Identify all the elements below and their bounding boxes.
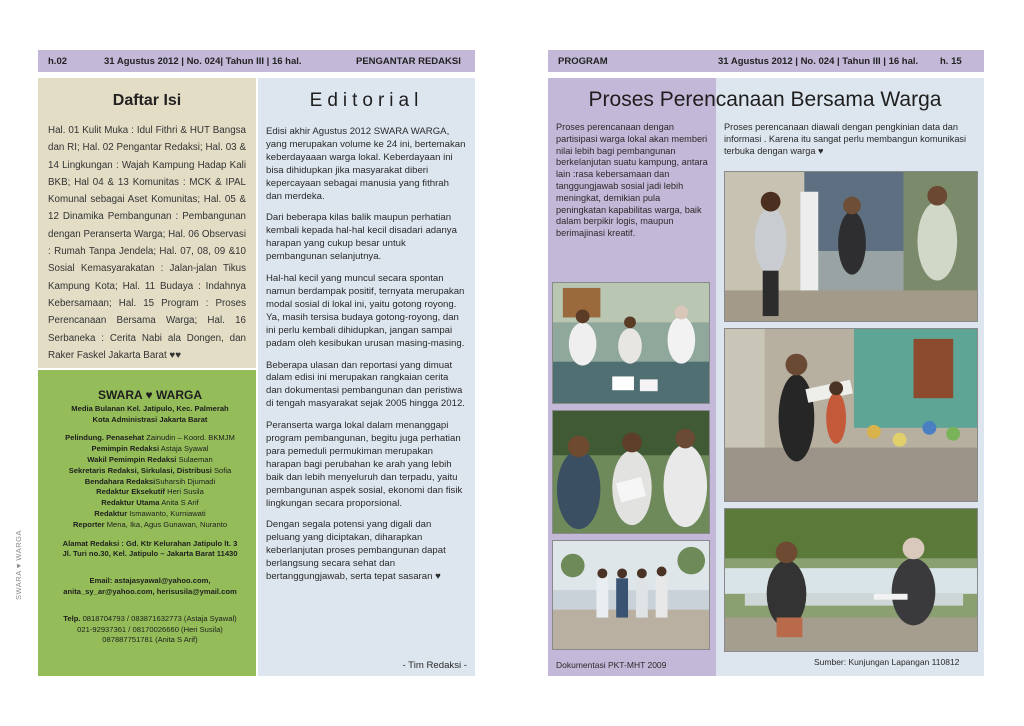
- editorial-signature: - Tim Redaksi -: [402, 660, 467, 671]
- photo-bench-discussion: [724, 508, 978, 652]
- staff-entry: Pemimpin Redaksi Astaja Syawal: [91, 444, 209, 454]
- right-section-label: PROGRAM: [558, 55, 608, 67]
- phone-line: Telp. 0818704793 / 083871632773 (Astaja Syawal): [63, 613, 237, 623]
- staff-entry: Redaktur Eksekutif Heri Susila: [96, 487, 204, 497]
- program-intro-text: Proses perencanaan dengan partisipasi warga lokal akan memberi nilai lebih bagi pembangunan berkelanjutan suatu kampung, antara lain :rasa kebersamaan dan tanggungjawab sosial jadi lebih meningkat, demikian pula peningkatan kapabilitas warga, baik dalam berpikir logis, maupun berimajinasi kreatif.: [556, 122, 708, 239]
- photo-reading-documents: [552, 410, 710, 534]
- left-page-number: h.02: [48, 55, 68, 67]
- editorial-paragraph: Dengan segala potensi yang digali dan peluang yang diciptakan, diharapkan keberlanjutan proses pembangunan dapat berlangsung secara sehat dan bertanggungjawab, serta tepat sasaran ♥: [266, 519, 446, 583]
- editorial-column: [258, 78, 475, 676]
- staff-entry: Pelindung. Penasehat Zainudin – Koord. BKMJM: [65, 433, 235, 443]
- staff-entry: Wakil Pemimpin Redaksi Sulaeman: [87, 454, 213, 464]
- left-section-label: PENGANTAR REDAKSI: [356, 55, 461, 67]
- address-line: Alamat Redaksi : Gd. Ktr Kelurahan Jatipulo lt. 3: [62, 538, 238, 548]
- editorial-paragraph: Dari beberapa kilas balik maupun perhatian kembali kepada hal-hal kecil disadari adanya harapan yang cukup besar untuk pembangunan selanjutnya.: [266, 212, 457, 263]
- photo-caption-documentation: Dokumentasi PKT-MHT 2009: [556, 660, 667, 670]
- table-of-contents: [38, 78, 256, 368]
- photo-street-group: [552, 540, 710, 650]
- masthead-subtitle: [56, 404, 244, 426]
- staff-list: [56, 433, 244, 530]
- side-watermark-left: SWARA ♥ WARGA: [14, 530, 23, 600]
- email-line: anita_sy_ar@yahoo.com, herisusila@ymail.com: [63, 586, 237, 596]
- photo-meeting-floor: [552, 282, 710, 404]
- staff-entry: Reporter Mena, Ika, Agus Gunawan, Nuranto: [72, 519, 228, 529]
- editorial-paragraph: Peranserta warga lokal dalam menanggapi program pembangunan, begitu juga perhatian para pemeduli permukiman merupakan harapan bagi perubahan ke arah yang lebih baik dan lebih menyeluruh dan terpadu, yaitu pembangunan aspek sosial, ekonomi dan fisik lingkungan secara proporsional.: [266, 420, 463, 509]
- masthead-address: [56, 539, 244, 561]
- staff-entry: Sekretaris Redaksi, Sirkulasi, Distribusi Sofia: [68, 465, 232, 475]
- masthead-subtitle-line: Kota Administrasi Jakarta Barat: [92, 414, 208, 424]
- masthead-title: SWARA ♥ WARGA: [97, 388, 202, 402]
- email-line: Email: astajasyawal@yahoo.com,: [89, 576, 211, 586]
- program-side-text: Proses perencanaan diawali dengan pengkinian data dan informasi . Karena itu sangat perlu membangun komunikasi terbuka dengan warga ♥: [724, 122, 967, 156]
- staff-entry: Redaktur Utama Anita S Arif: [101, 498, 199, 508]
- right-page-header: [548, 50, 984, 72]
- staff-entry: Bendahara RedaksiSuharsih Djumadi: [84, 476, 216, 486]
- masthead-phone: [56, 614, 244, 646]
- editorial-title: Editorial: [309, 90, 424, 111]
- right-issue-info: 31 Agustus 2012 | No. 024 | Tahun III | 16 hal.: [718, 55, 919, 67]
- editorial-paragraph: Hal-hal kecil yang muncul secara spontan namun berdampak positif, ternyata merupakan modal sosial di lokal ini, yaitu gotong royong. Ya, masih tersisa budaya gotong-royong, dan ini perlu kembali dihidupkan, jangan sampai padam oleh kesibukan urusan masing-masing.: [266, 273, 465, 349]
- masthead: [38, 370, 256, 676]
- photo-caption-source: Sumber: Kunjungan Lapangan 110812: [814, 657, 960, 667]
- editorial-paragraph: Edisi akhir Agustus 2012 SWARA WARGA, yang merupakan volume ke 24 ini, bertemakan keberdayaaan warga lokal. Keberdayaan ini bisa dihidupkan jika masyarakat diberi kepercayaan sebagai manusia yang fithrah dan merdeka.: [266, 126, 466, 202]
- editorial-paragraph: Beberapa ulasan dan reportasi yang dimuat dalam edisi ini merupakan rangkaian cerita dan dokumentasi pembangunan dan peristiwa di tengah masyarakat sejak 2005 hingga 2012.: [266, 359, 465, 410]
- left-page-header: [38, 50, 475, 72]
- left-issue-info: 31 Agustus 2012 | No. 024| Tahun III | 16 hal.: [104, 55, 302, 67]
- masthead-email: [56, 576, 244, 598]
- photo-children-house: [724, 328, 978, 502]
- phone-line: 087887751781 (Anita S Arif): [102, 635, 198, 645]
- toc-title: Daftar Isi: [112, 92, 182, 109]
- photo-alley-inspection: [724, 171, 978, 322]
- right-page-number: h. 15: [940, 55, 962, 67]
- staff-entry: Redaktur Ismawanto, Kurniawati: [94, 508, 206, 518]
- program-title: Proses Perencanaan Bersama Warga: [588, 88, 942, 111]
- address-line: Jl. Turi no.30, Kel. Jatipulo – Jakarta Barat 11430: [62, 549, 238, 559]
- phone-line: 021-92937361 / 08170026660 (Heri Susila): [77, 624, 223, 634]
- masthead-subtitle-line: Media Bulanan Kel. Jatipulo, Kec. Palmerah: [71, 403, 229, 413]
- toc-body: Hal. 01 Kulit Muka : Idul Fithri & HUT Bangsa dan RI; Hal. 02 Pengantar Redaksi; Hal. 03 & 14 Lingkungan : Wajah Kampung Hadap Kali BKB; Hal 04 & 13 Komunitas : MCK & IPAL Komunal sebagai Aset Komunitas; Hal. 05 & 12 Dinamika Pembangunan : Pembangunan dengan Peranserta Warga; Hal. 06 Observasi : Rumah Tanpa Jendela; Hal. 07, 08, 09 &10 Sosial Kemasyarakatan : Jalan-jalan Tikus Kampung Kota; Hal. 11 Budaya : Indahnya Kebersamaan; Hal. 15 Program : Proses Perencanaan Bersama Warga; Hal. 16 Serbaneka : Cerita Nabi ala Dongen, dan Raker Faskel Jakarta Barat ♥♥: [48, 125, 246, 361]
